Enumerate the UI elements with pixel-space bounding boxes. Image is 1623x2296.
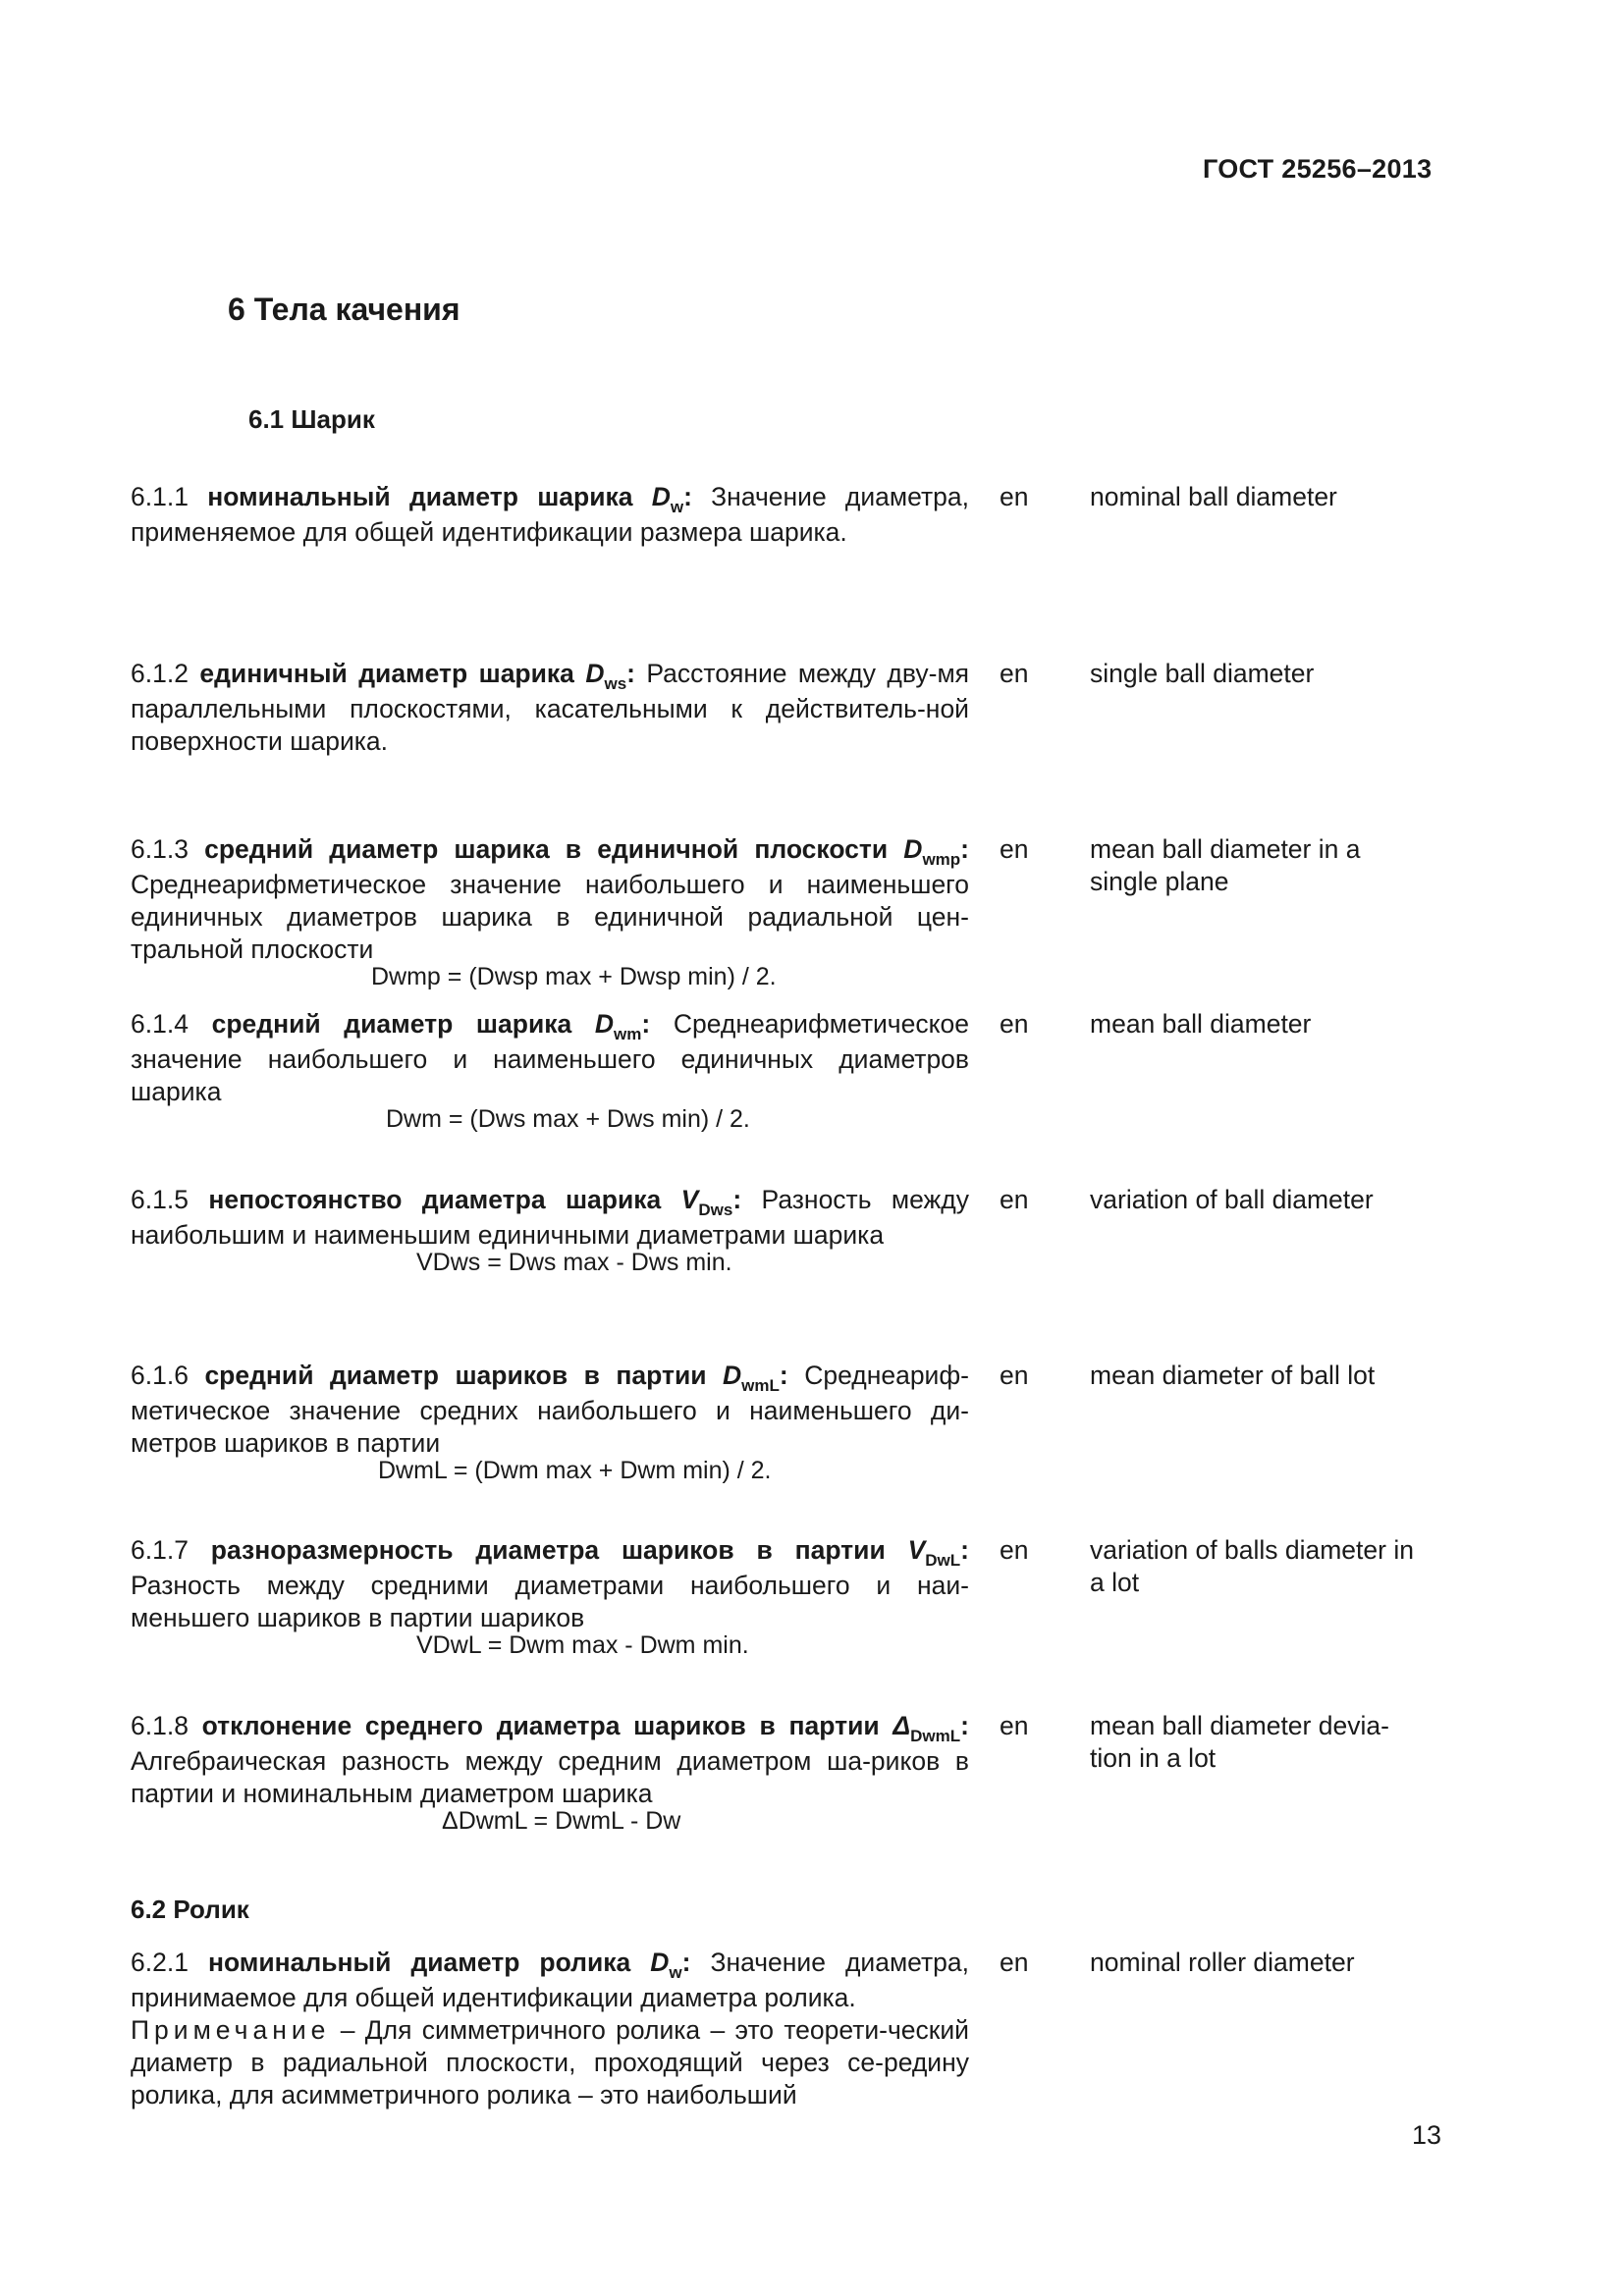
term-definition: 6.1.1 номинальный диаметр шарика $D_w$: Значение диаметра, применяемое для общей идентификации размера шарика. [131, 482, 969, 547]
english-equivalent: mean diameter of ball lot [1090, 1361, 1376, 1390]
language-code: en [1000, 1535, 1029, 1565]
language-code: en [1000, 659, 1029, 688]
term-name: отклонение среднего диаметра шариков в партии [201, 1711, 880, 1740]
term-definition: 6.1.7 разноразмерность диаметра шариков в партии $V_{DwL}$: Разность между средними диаметрами наибольшего и наи-меньшего шариков в партии шариков [131, 1535, 969, 1632]
language-code: en [1000, 482, 1029, 511]
section-title: 6 Тела качения [228, 292, 460, 327]
term-definition: 6.1.4 средний диаметр шарика $D_{wm}$: Среднеарифметическое значение наибольшего и наименьшего единичных диаметров шарика [131, 1009, 969, 1106]
language-code: en [1000, 1361, 1029, 1390]
term-definition: 6.1.2 единичный диаметр шарика $D_{ws}$: Расстояние между дву-мя параллельными плоскостями, касательными к действитель-ной поверхности шарика. [131, 659, 970, 756]
language-code: en [1000, 1711, 1029, 1740]
language-code: en [1000, 1009, 1029, 1039]
term-name: номинальный диаметр ролика [207, 1948, 631, 1977]
subsection-title-roller: 6.2 Ролик [131, 1895, 249, 1924]
english-equivalent: mean ball diameter devia-tion in a lot [1090, 1711, 1389, 1773]
english-equivalent: mean ball diameter in a single plane [1090, 834, 1361, 896]
english-equivalent: variation of ball diameter [1090, 1185, 1374, 1214]
language-code: en [1000, 1948, 1029, 1977]
term-definition: 6.1.3 средний диаметр шарика в единичной плоскости $D_{wmp}$: Среднеарифметическое значение наибольшего и наименьшего единичных диаметров шарика в единичной радиальной цен-тральной плоскости [131, 834, 969, 964]
term-definition: 6.1.5 непостоянство диаметра шарика $V_{Dws}$: Разность между наибольшим и наименьшим единичными диаметрами шарика [131, 1185, 969, 1250]
term-definition: 6.1.6 средний диаметр шариков в партии $D_{wmL}$: Среднеариф-метическое значение средних наибольшего и наименьшего ди-метров шариков в партии [131, 1361, 969, 1458]
term-name: разноразмерность диаметра шариков в партии [210, 1535, 886, 1565]
term-name: единичный диаметр шарика [199, 659, 574, 688]
english-equivalent: single ball diameter [1090, 659, 1315, 688]
language-code: en [1000, 834, 1029, 864]
term-name: непостоянство диаметра шарика [208, 1185, 662, 1214]
english-equivalent: nominal roller diameter [1090, 1948, 1355, 1977]
term-name: средний диаметр шариков в партии [204, 1361, 707, 1390]
english-equivalent: nominal ball diameter [1090, 482, 1337, 511]
term-definition: 6.1.8 отклонение среднего диаметра шариков в партии $\Delta_{DwmL}$: Алгебраическая разность между средним диаметром ша-риков в партии и номинальным диаметром шарика [131, 1711, 969, 1808]
note-label: Примечание [131, 2015, 331, 2045]
subsection-title-ball: 6.1 Шарик [248, 404, 375, 434]
formula: Dwmp = (Dwsp max + Dwsp min) / 2. [371, 963, 777, 990]
language-code: en [1000, 1185, 1029, 1214]
document-code: ГОСТ 25256–2013 [1203, 154, 1433, 184]
note: Примечание – Для симметричного ролика – это теорети-ческий диаметр в радиальной плоскости, проходящий через се-редину ролика, для асимметричного ролика – это наибольший [131, 2015, 969, 2109]
term-name: средний диаметр шарика в единичной плоскости [204, 834, 889, 864]
term-name: средний диаметр шарика [211, 1009, 572, 1039]
formula: VDwL = Dwm max - Dwm min. [416, 1631, 749, 1659]
page-number: 13 [1412, 2120, 1442, 2150]
english-equivalent: variation of balls diameter in a lot [1090, 1535, 1414, 1597]
formula: Dwm = (Dws max + Dws min) / 2. [386, 1105, 750, 1133]
term-definition: 6.2.1 номинальный диаметр ролика $D_w$: Значение диаметра, принимаемое для общей идентификации диаметра ролика. Примечание – Для симметричного ролика – это теорети-ческий диаметр в радиальной плоскости, проходящий через се-редину ролика, для асимметричного ролика – это наибольший [131, 1948, 969, 2109]
formula: VDws = Dws max - Dws min. [416, 1249, 732, 1276]
formula: DwmL = (Dwm max + Dwm min) / 2. [378, 1457, 772, 1484]
formula: ΔDwmL = DwmL - Dw [442, 1807, 681, 1835]
english-equivalent: mean ball diameter [1090, 1009, 1312, 1039]
term-name: номинальный диаметр шарика [207, 482, 633, 511]
